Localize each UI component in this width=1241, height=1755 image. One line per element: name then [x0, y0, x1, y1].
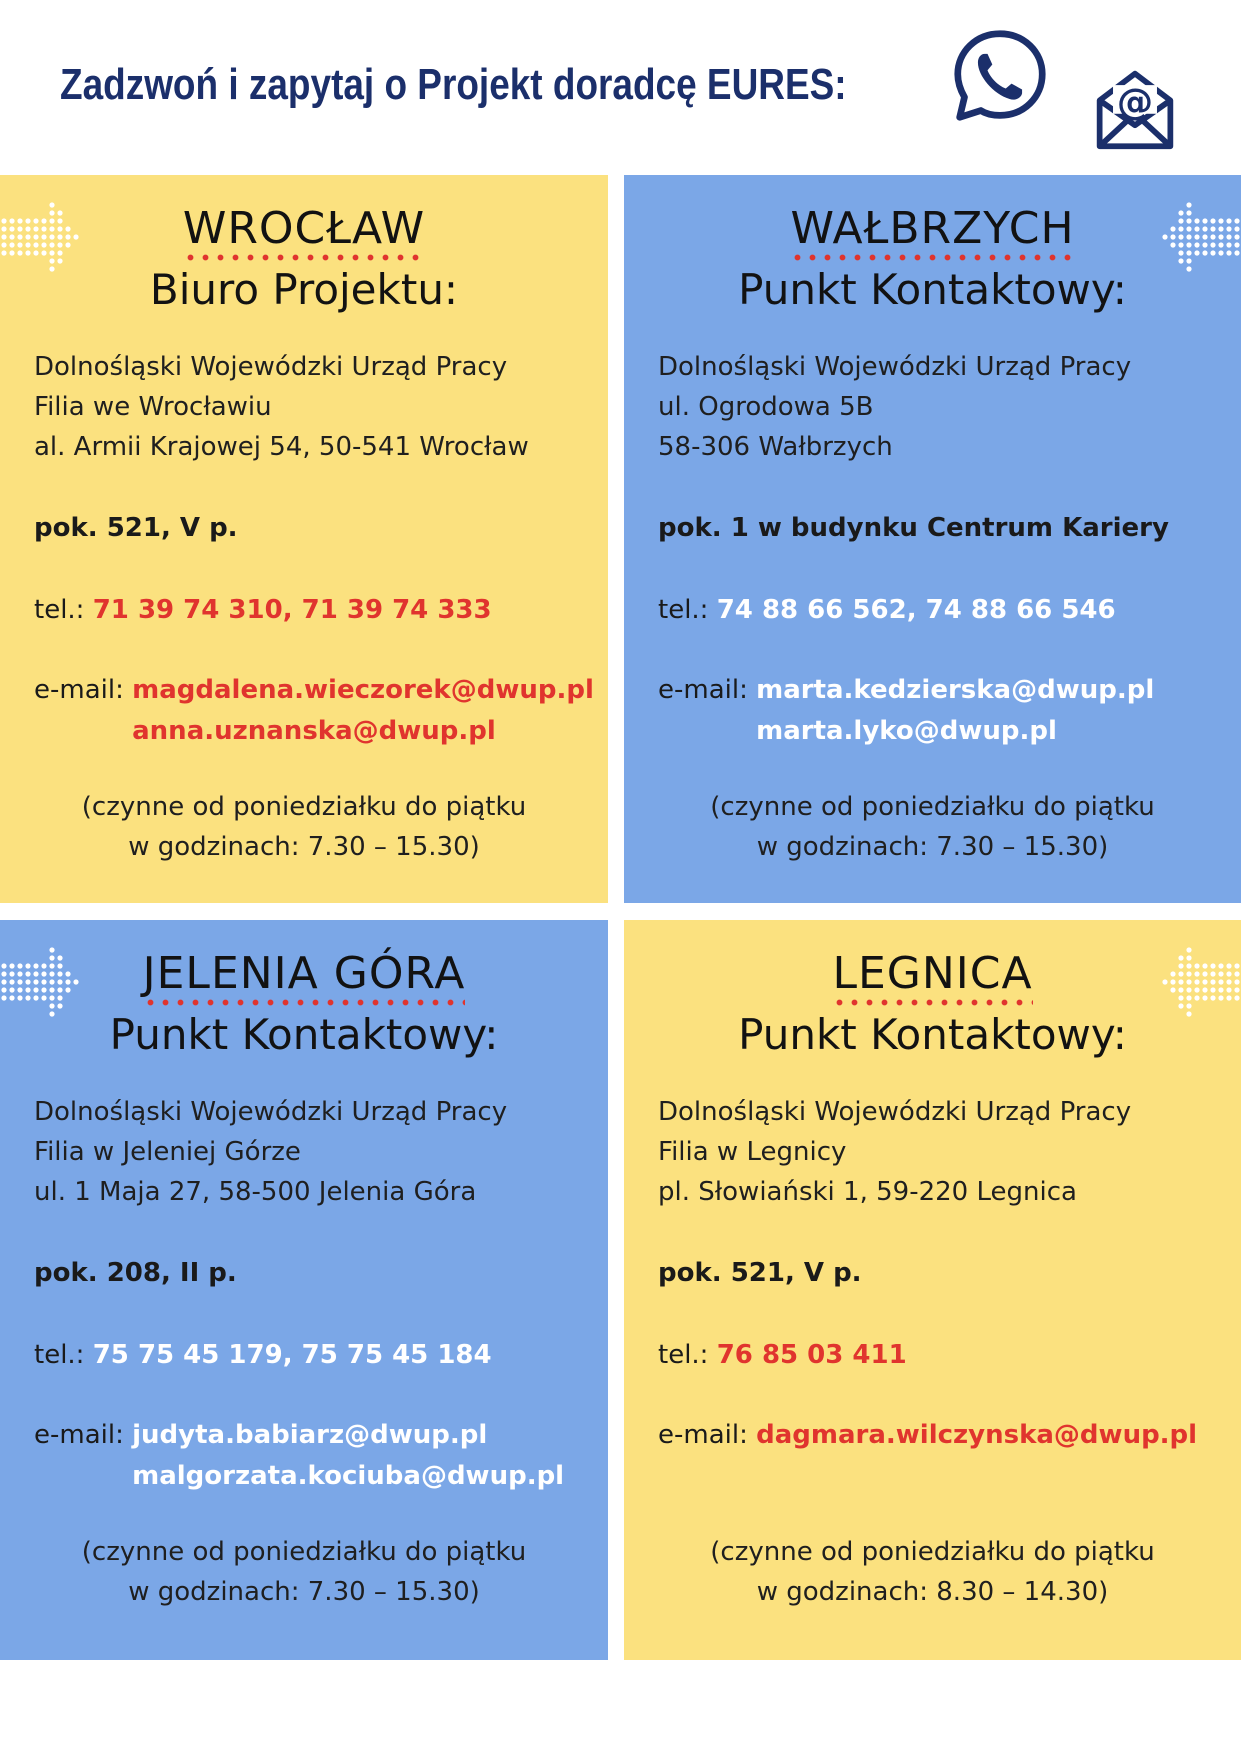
phone-numbers[interactable]: 71 39 74 310, 71 39 74 333	[92, 595, 492, 625]
city-name: JELENIA GÓRA	[0, 948, 608, 1007]
email-block	[34, 1415, 564, 1497]
address-line: Filia w Jeleniej Górze	[34, 1137, 301, 1167]
office-panel-jelenia-gora	[0, 920, 608, 1660]
phone-numbers[interactable]: 74 88 66 562, 74 88 66 546	[716, 595, 1116, 625]
office-panel-wroclaw	[0, 175, 608, 903]
city-name: LEGNICA	[624, 948, 1241, 1007]
email-label: e-mail:	[34, 675, 124, 705]
address-line: Dolnośląski Wojewódzki Urząd Pracy	[34, 352, 508, 382]
office-subtitle: Punkt Kontaktowy:	[109, 1010, 499, 1059]
room-info: pok. 208, II p.	[34, 1258, 237, 1288]
city-name: WROCŁAW	[0, 203, 608, 262]
city-name: WAŁBRZYCH	[624, 203, 1241, 262]
address-line: Dolnośląski Wojewódzki Urząd Pracy	[658, 1097, 1132, 1127]
email-label: e-mail:	[658, 675, 748, 705]
office-subtitle: Punkt Kontaktowy:	[738, 1010, 1127, 1059]
phone-line	[34, 595, 492, 625]
room-info: pok. 521, V p.	[658, 1258, 862, 1288]
email-link[interactable]: dagmara.wilczynska@dwup.pl	[756, 1420, 1198, 1450]
phone-line	[658, 1340, 907, 1370]
phone-line	[34, 1340, 492, 1370]
address-line: ul. 1 Maja 27, 58-500 Jelenia Góra	[34, 1177, 477, 1207]
email-link[interactable]: magdalena.wieczorek@dwup.pl	[132, 675, 594, 705]
email-at-icon	[1092, 64, 1178, 154]
email-block	[658, 1415, 1197, 1456]
opening-hours: (czynne od poniedziałku do piątku w godzinach: 8.30 – 14.30)	[710, 1537, 1155, 1607]
email-block	[658, 670, 1154, 752]
phone-label: tel.:	[658, 595, 709, 625]
office-panel-walbrzych	[624, 175, 1241, 903]
phone-label: tel.:	[34, 1340, 85, 1370]
email-label: e-mail:	[34, 1420, 124, 1450]
email-link[interactable]: marta.kedzierska@dwup.pl	[756, 675, 1155, 705]
address-block	[34, 1092, 507, 1212]
office-subtitle: Biuro Projektu:	[149, 265, 459, 314]
office-panel-legnica	[624, 920, 1241, 1660]
email-label: e-mail:	[658, 1420, 748, 1450]
whatsapp-phone-icon	[952, 28, 1048, 124]
opening-hours: (czynne od poniedziałku do piątku w godzinach: 7.30 – 15.30)	[81, 792, 527, 862]
svg-text:@: @	[1116, 79, 1154, 123]
email-link[interactable]: malgorzata.kociuba@dwup.pl	[132, 1461, 565, 1491]
phone-line	[658, 595, 1116, 625]
office-subtitle: Punkt Kontaktowy:	[738, 265, 1127, 314]
address-line: Dolnośląski Wojewódzki Urząd Pracy	[658, 352, 1132, 382]
email-link[interactable]: anna.uznanska@dwup.pl	[132, 716, 496, 746]
address-line: Filia we Wrocławiu	[34, 392, 272, 422]
address-line: pl. Słowiański 1, 59-220 Legnica	[658, 1177, 1077, 1207]
address-line: 58-306 Wałbrzych	[658, 432, 893, 462]
address-line: Dolnośląski Wojewódzki Urząd Pracy	[34, 1097, 508, 1127]
address-line: ul. Ogrodowa 5B	[658, 392, 874, 422]
address-block	[658, 347, 1131, 467]
phone-label: tel.:	[658, 1340, 709, 1370]
header	[0, 0, 1241, 175]
address-block	[658, 1092, 1131, 1212]
email-link[interactable]: marta.lyko@dwup.pl	[756, 716, 1057, 746]
phone-numbers[interactable]: 75 75 45 179, 75 75 45 184	[92, 1340, 492, 1370]
opening-hours: (czynne od poniedziałku do piątku w godzinach: 7.30 – 15.30)	[710, 792, 1155, 862]
address-line: al. Armii Krajowej 54, 50-541 Wrocław	[34, 432, 529, 462]
email-link[interactable]: judyta.babiarz@dwup.pl	[132, 1420, 488, 1450]
phone-numbers[interactable]: 76 85 03 411	[716, 1340, 907, 1370]
room-info: pok. 1 w budynku Centrum Kariery	[658, 513, 1169, 543]
address-line: Filia w Legnicy	[658, 1137, 847, 1167]
room-info: pok. 521, V p.	[34, 513, 238, 543]
opening-hours: (czynne od poniedziałku do piątku w godzinach: 7.30 – 15.30)	[81, 1537, 527, 1607]
page-title: Zadzwoń i zapytaj o Projekt doradcę EURES:	[60, 60, 847, 109]
phone-label: tel.:	[34, 595, 85, 625]
address-block	[34, 347, 529, 467]
email-block	[34, 670, 594, 752]
